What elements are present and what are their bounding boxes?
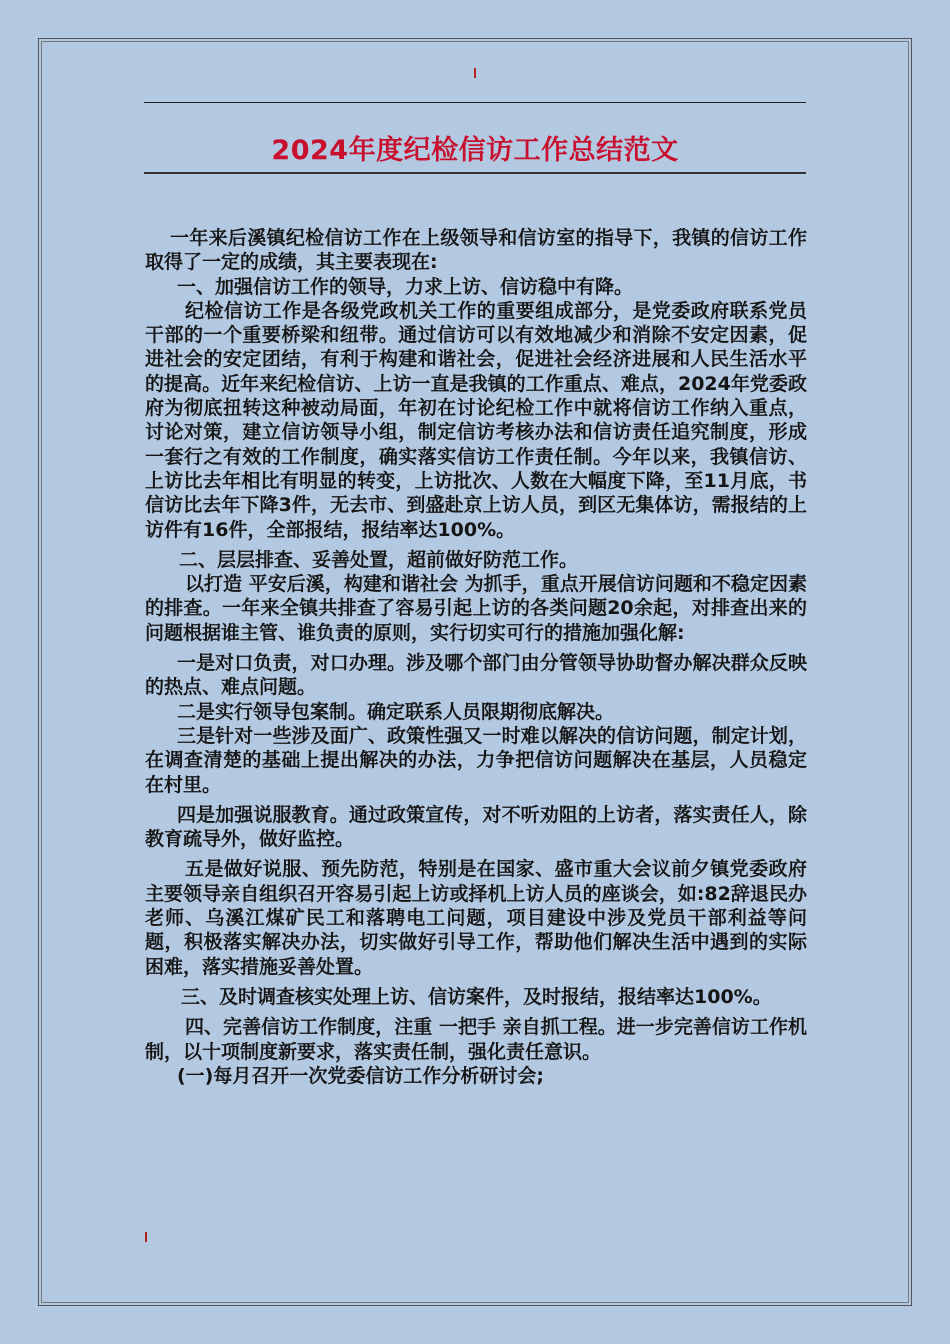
paragraph-item-2: 二是实行领导包案制。确定联系人员限期彻底解决。 [177, 700, 615, 723]
paragraph-item-5: 五是做好说服、预先防范，特别是在国家、盛市重大会议前夕镇党委政府主要领导亲自组织召开容易引起上访或择机上访人员的座谈会，如:82辞退民办老师、乌溪江煤矿民工和落聘电工问题，项目建设中涉及党员干部利益等问题，积极落实解决办法，切实做好引导工作，帮助他们解决生活中遇到的实际困难，落实措施妥善处置。 [145, 858, 807, 978]
heading-section-3: 三、及时调查核实处理上访、信访案件，及时报结，报结率达100%。 [181, 985, 772, 1008]
paragraph-subitem-1: (一)每月召开一次党委信访工作分析研讨会; [177, 1064, 544, 1087]
document-body [145, 226, 807, 1088]
footer-mark [145, 1232, 147, 1242]
paragraph-item-1: 一是对口负责，对口办理。涉及哪个部门由分管领导协助督办解决群众反映的热点、难点问题。 [145, 652, 807, 699]
header-mark [474, 68, 476, 78]
heading-section-4: 四、完善信访工作制度，注重 一把手 亲自抓工程。进一步完善信访工作机制，以十项制度新要求，落实责任制，强化责任意识。 [145, 1016, 807, 1063]
paragraph-item-4: 四是加强说服教育。通过政策宣传，对不听劝阻的上访者，落实责任人，除教育疏导外，做好监控。 [145, 803, 807, 851]
title-rule [144, 172, 806, 174]
paragraph-item-3: 三是针对一些涉及面广、政策性强又一时难以解决的信访问题，制定计划，在调查清楚的基础上提出解决的办法，力争把信访问题解决在基层，人员稳定在村里。 [145, 724, 807, 796]
paragraph-section-1: 纪检信访工作是各级党政机关工作的重要组成部分，是党委政府联系党员干部的一个重要桥梁和纽带。通过信访可以有效地减少和消除不安定因素，促进社会的安定团结，有利于构建和谐社会，促进社会经济进展和人民生活水平的提高。近年来纪检信访、上访一直是我镇的工作重点、难点，2024年党委政府为彻底扭转这种被动局面，年初在讨论纪检工作中就将信访工作纳入重点，讨论对策，建立信访领导小组，制定信访考核办法和信访责任追究制度，形成一套行之有效的工作制度，确实落实信访工作责任制。今年以来，我镇信访、上访比去年相比有明显的转变，上访批次、人数在大幅度下降，至11月底，书信访比去年下降3件，无去市、到盛赴京上访人员，到区无集体访，需报结的上访件有16件，全部报结，报结率达100%。 [145, 299, 807, 541]
paragraph-section-2: 以打造 平安后溪，构建和谐社会 为抓手，重点开展信访问题和不稳定因素的排查。一年来全镇共排查了容易引起上访的各类问题20余起，对排查出来的问题根据谁主管、谁负责的原则，实行切实可行的措施加强化解: [145, 573, 807, 644]
heading-section-2: 二、层层排查、妥善处置，超前做好防范工作。 [179, 548, 579, 571]
heading-section-1: 一、加强信访工作的领导，力求上访、信访稳中有降。 [177, 275, 634, 298]
header-rule [144, 102, 806, 103]
paragraph-intro: 一年来后溪镇纪检信访工作在上级领导和信访室的指导下，我镇的信访工作取得了一定的成绩，其主要表现在: [145, 227, 807, 274]
document-title: 2024年度纪检信访工作总结范文 [271, 135, 679, 166]
